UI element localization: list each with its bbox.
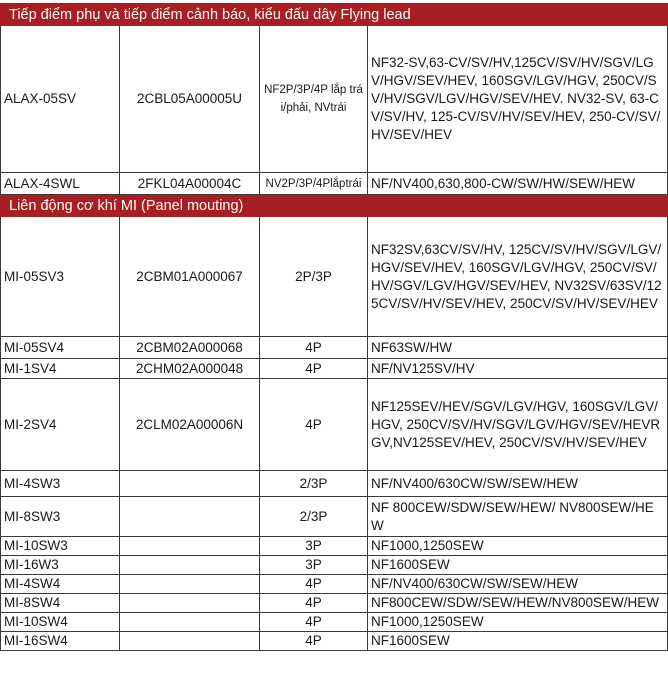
pole-cell: 3P bbox=[260, 556, 368, 575]
table-row bbox=[1, 497, 668, 537]
code-cell bbox=[120, 613, 260, 632]
code-cell bbox=[120, 471, 260, 497]
compat-cell: NF63SW/HW bbox=[368, 337, 668, 359]
section-header-interlock bbox=[1, 195, 668, 217]
model-cell: MI-4SW3 bbox=[1, 471, 120, 497]
pole-cell: 4P bbox=[260, 359, 368, 379]
compat-cell: NF32SV,63CV/SV/HV, 125CV/SV/HV/SGV/LGV/HGV/SEV/HEV, 160SGV/LGV/HGV, 250CV/SV/HV/SGV/LGV/HGV/SEV/HEV, NV32SV/63SV/125CV/SV/HV/SEV/HEV, 250CV/SV/HV/SEV/HEV bbox=[368, 217, 668, 337]
table-row bbox=[1, 537, 668, 556]
table-row bbox=[1, 613, 668, 632]
code-cell bbox=[120, 632, 260, 651]
code-cell bbox=[120, 497, 260, 537]
compat-cell: NF 800CEW/SDW/SEW/HEW/ NV800SEW/HEW bbox=[368, 497, 668, 537]
pole-cell: NF2P/3P/4P lắp trái/phải, NVtrái bbox=[260, 26, 368, 173]
model-cell: ALAX-05SV bbox=[1, 26, 120, 173]
code-cell: 2CBM02A000068 bbox=[120, 337, 260, 359]
compat-cell: NF1600SEW bbox=[368, 632, 668, 651]
pole-cell: 4P bbox=[260, 337, 368, 359]
pole-cell: 3P bbox=[260, 537, 368, 556]
pole-cell: 4P bbox=[260, 575, 368, 594]
code-cell: 2CLM02A00006N bbox=[120, 379, 260, 471]
pole-cell: NV2P/3P/4Plắptrái bbox=[260, 173, 368, 195]
table-row bbox=[1, 359, 668, 379]
model-cell: MI-16W3 bbox=[1, 556, 120, 575]
table-row bbox=[1, 575, 668, 594]
compat-cell: NF/NV400,630,800-CW/SW/HW/SEW/HEW bbox=[368, 173, 668, 195]
compat-cell: NF/NV125SV/HV bbox=[368, 359, 668, 379]
compat-cell: NF1000,1250SEW bbox=[368, 613, 668, 632]
code-cell bbox=[120, 575, 260, 594]
model-cell: MI-8SW4 bbox=[1, 594, 120, 613]
model-cell: MI-1SV4 bbox=[1, 359, 120, 379]
code-cell bbox=[120, 556, 260, 575]
compat-cell: NF1000,1250SEW bbox=[368, 537, 668, 556]
table-row bbox=[1, 26, 668, 173]
model-cell: MI-05SV3 bbox=[1, 217, 120, 337]
model-cell: MI-8SW3 bbox=[1, 497, 120, 537]
compat-cell: NF800CEW/SDW/SEW/HEW/NV800SEW/HEW bbox=[368, 594, 668, 613]
table-row bbox=[1, 337, 668, 359]
code-cell: 2CBL05A00005U bbox=[120, 26, 260, 173]
table-row bbox=[1, 173, 668, 195]
section-header-auxiliary bbox=[1, 4, 668, 26]
table-row bbox=[1, 379, 668, 471]
model-cell: MI-16SW4 bbox=[1, 632, 120, 651]
pole-cell: 4P bbox=[260, 379, 368, 471]
model-cell: MI-2SV4 bbox=[1, 379, 120, 471]
compat-cell: NF1600SEW bbox=[368, 556, 668, 575]
table-row bbox=[1, 471, 668, 497]
pole-cell: 4P bbox=[260, 613, 368, 632]
table-row bbox=[1, 556, 668, 575]
table-row bbox=[1, 594, 668, 613]
table-row bbox=[1, 217, 668, 337]
compat-cell: NF125SEV/HEV/SGV/LGV/HGV, 160SGV/LGV/HGV, 250CV/SV/HV/SGV/LGV/HGV/SEV/HEVRGV,NV125SEV/HEV, 250CV/SV/HV/SEV/HEV bbox=[368, 379, 668, 471]
pole-cell: 4P bbox=[260, 632, 368, 651]
code-cell bbox=[120, 594, 260, 613]
code-cell: 2CBM01A000067 bbox=[120, 217, 260, 337]
accessory-table bbox=[0, 3, 668, 651]
model-cell: MI-10SW3 bbox=[1, 537, 120, 556]
code-cell: 2CHM02A000048 bbox=[120, 359, 260, 379]
compat-cell: NF/NV400/630CW/SW/SEW/HEW bbox=[368, 471, 668, 497]
section-title: Liên động cơ khí MI (Panel mouting) bbox=[1, 195, 668, 217]
model-cell: ALAX-4SWL bbox=[1, 173, 120, 195]
compat-cell: NF/NV400/630CW/SW/SEW/HEW bbox=[368, 575, 668, 594]
model-cell: MI-10SW4 bbox=[1, 613, 120, 632]
pole-cell: 2P/3P bbox=[260, 217, 368, 337]
section-title: Tiếp điểm phụ và tiếp điểm cảnh báo, kiểu đấu dây Flying lead bbox=[1, 4, 668, 26]
pole-cell: 2/3P bbox=[260, 471, 368, 497]
compat-cell: NF32-SV,63-CV/SV/HV,125CV/SV/HV/SGV/LGV/HGV/SEV/HEV, 160SGV/LGV/HGV, 250CV/SV/HV/SGV/LGV/HGV/SEV/HEV. NV32-SV, 63-CV/SV/HV, 125-CV/SV/HV/SEV/HEV, 250-CV/SV/HV/SEV/HEV bbox=[368, 26, 668, 173]
code-cell bbox=[120, 537, 260, 556]
pole-cell: 4P bbox=[260, 594, 368, 613]
pole-cell: 2/3P bbox=[260, 497, 368, 537]
model-cell: MI-4SW4 bbox=[1, 575, 120, 594]
model-cell: MI-05SV4 bbox=[1, 337, 120, 359]
code-cell: 2FKL04A00004C bbox=[120, 173, 260, 195]
table-row bbox=[1, 632, 668, 651]
